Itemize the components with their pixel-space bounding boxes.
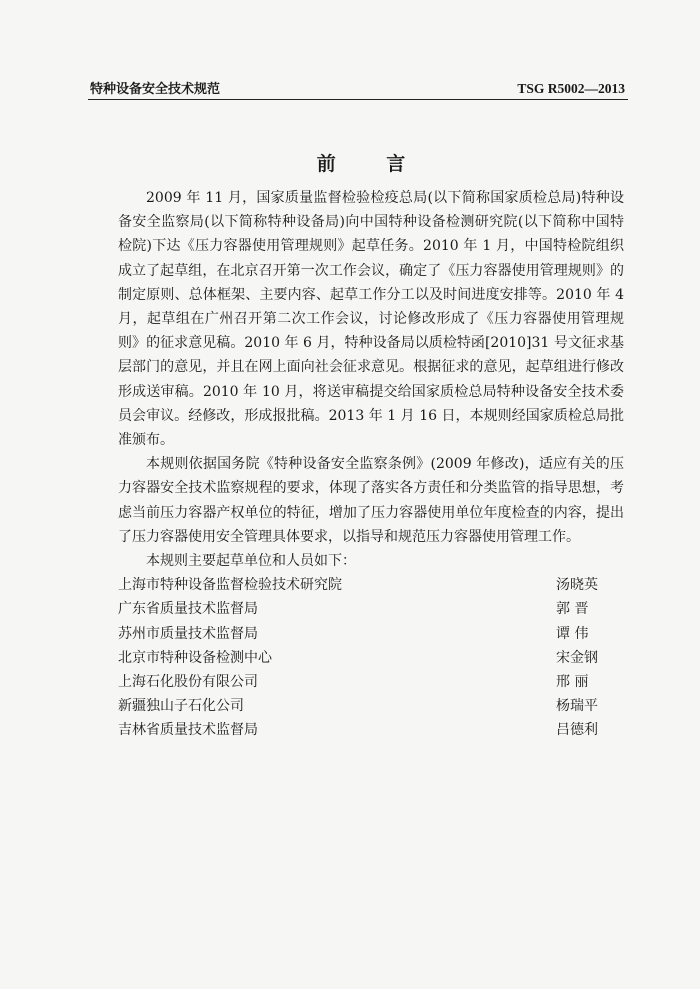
running-header (90, 78, 625, 97)
list-item (118, 718, 624, 742)
drafter-unit: 广东省质量技术监督局 (118, 601, 258, 618)
drafter-unit: 吉林省质量技术监督局 (118, 722, 258, 739)
drafter-person: 吕德利 (556, 722, 598, 739)
drafter-person: 谭 伟 (556, 625, 589, 642)
list-item (118, 670, 624, 694)
drafters-intro: 本规则主要起草单位和人员如下： (146, 553, 356, 570)
header-rule (88, 99, 628, 100)
drafter-person: 汤晓英 (556, 577, 598, 594)
paragraph-basis: 本规则依据国务院《特种设备安全监察条例》(2009 年修改)，适应有关的压力容器安全技术监察规程的要求，体现了落实各方责任和分类监管的指导思想，考虑当前压力容器产权单位的特征，增加了压力容器使用单位年度检查的内容，提出了压力容器使用安全管理具体要求，以指导和规范压力容器使用管理工作。 (118, 456, 624, 545)
drafter-person: 杨瑞平 (556, 698, 598, 715)
list-item (118, 573, 624, 597)
drafter-unit: 苏州市质量技术监督局 (118, 625, 258, 642)
drafter-unit: 上海石化股份有限公司 (118, 674, 258, 690)
header-spec-category: 特种设备安全技术规范 (90, 82, 221, 97)
list-item (118, 597, 624, 621)
paragraph-history: 2009 年 11 月，国家质量监督检验检疫总局(以下简称国家质检总局)特种设备安全监察局(以下简称特种设备局)向中国特种设备检测研究院(以下简称中国特检院)下达《压力容器使用管理规则》起草任务。2010 年 1 月，中国特检院组织成立了起草组，在北京召开第一次工作会议，确定了《压力容器使用管理规则》的制定原则、总体框架、主要内容、起草工作分工以及时间进度安排等。2010 年 4 月，起草组在广州召开第二次工作会议，讨论修改形成了《压力容器使用管理规则》的征求意见稿。2010 年 6 月，特种设备局以质检特函[2010]31 号文征求基层部门的意见，并且在网上面向社会征求意见。根据征求的意见，起草组进行修改形成送审稿。2010 年 10 月，将送审稿提交给国家质检总局特种设备安全技术委员会审议。经修改，形成报批稿。2013 年 1 月 16 日，本规则经国家质检总局批准颁布。 (118, 190, 624, 449)
page-title: 前 言 (316, 153, 428, 175)
drafters-list (118, 573, 624, 742)
drafter-person: 宋金钢 (556, 649, 598, 666)
drafter-unit: 北京市特种设备检测中心 (118, 649, 272, 666)
header-spec-code: TSG R5002—2013 (517, 81, 625, 96)
list-item (118, 622, 624, 646)
document-body (118, 186, 624, 743)
drafter-person: 郭 晋 (556, 601, 589, 618)
list-item (118, 646, 624, 670)
drafter-unit: 新疆独山子石化公司 (118, 698, 244, 715)
list-item (118, 694, 624, 718)
drafter-unit: 上海市特种设备监督检验技术研究院 (118, 577, 342, 594)
drafter-person: 邢 丽 (556, 674, 589, 690)
